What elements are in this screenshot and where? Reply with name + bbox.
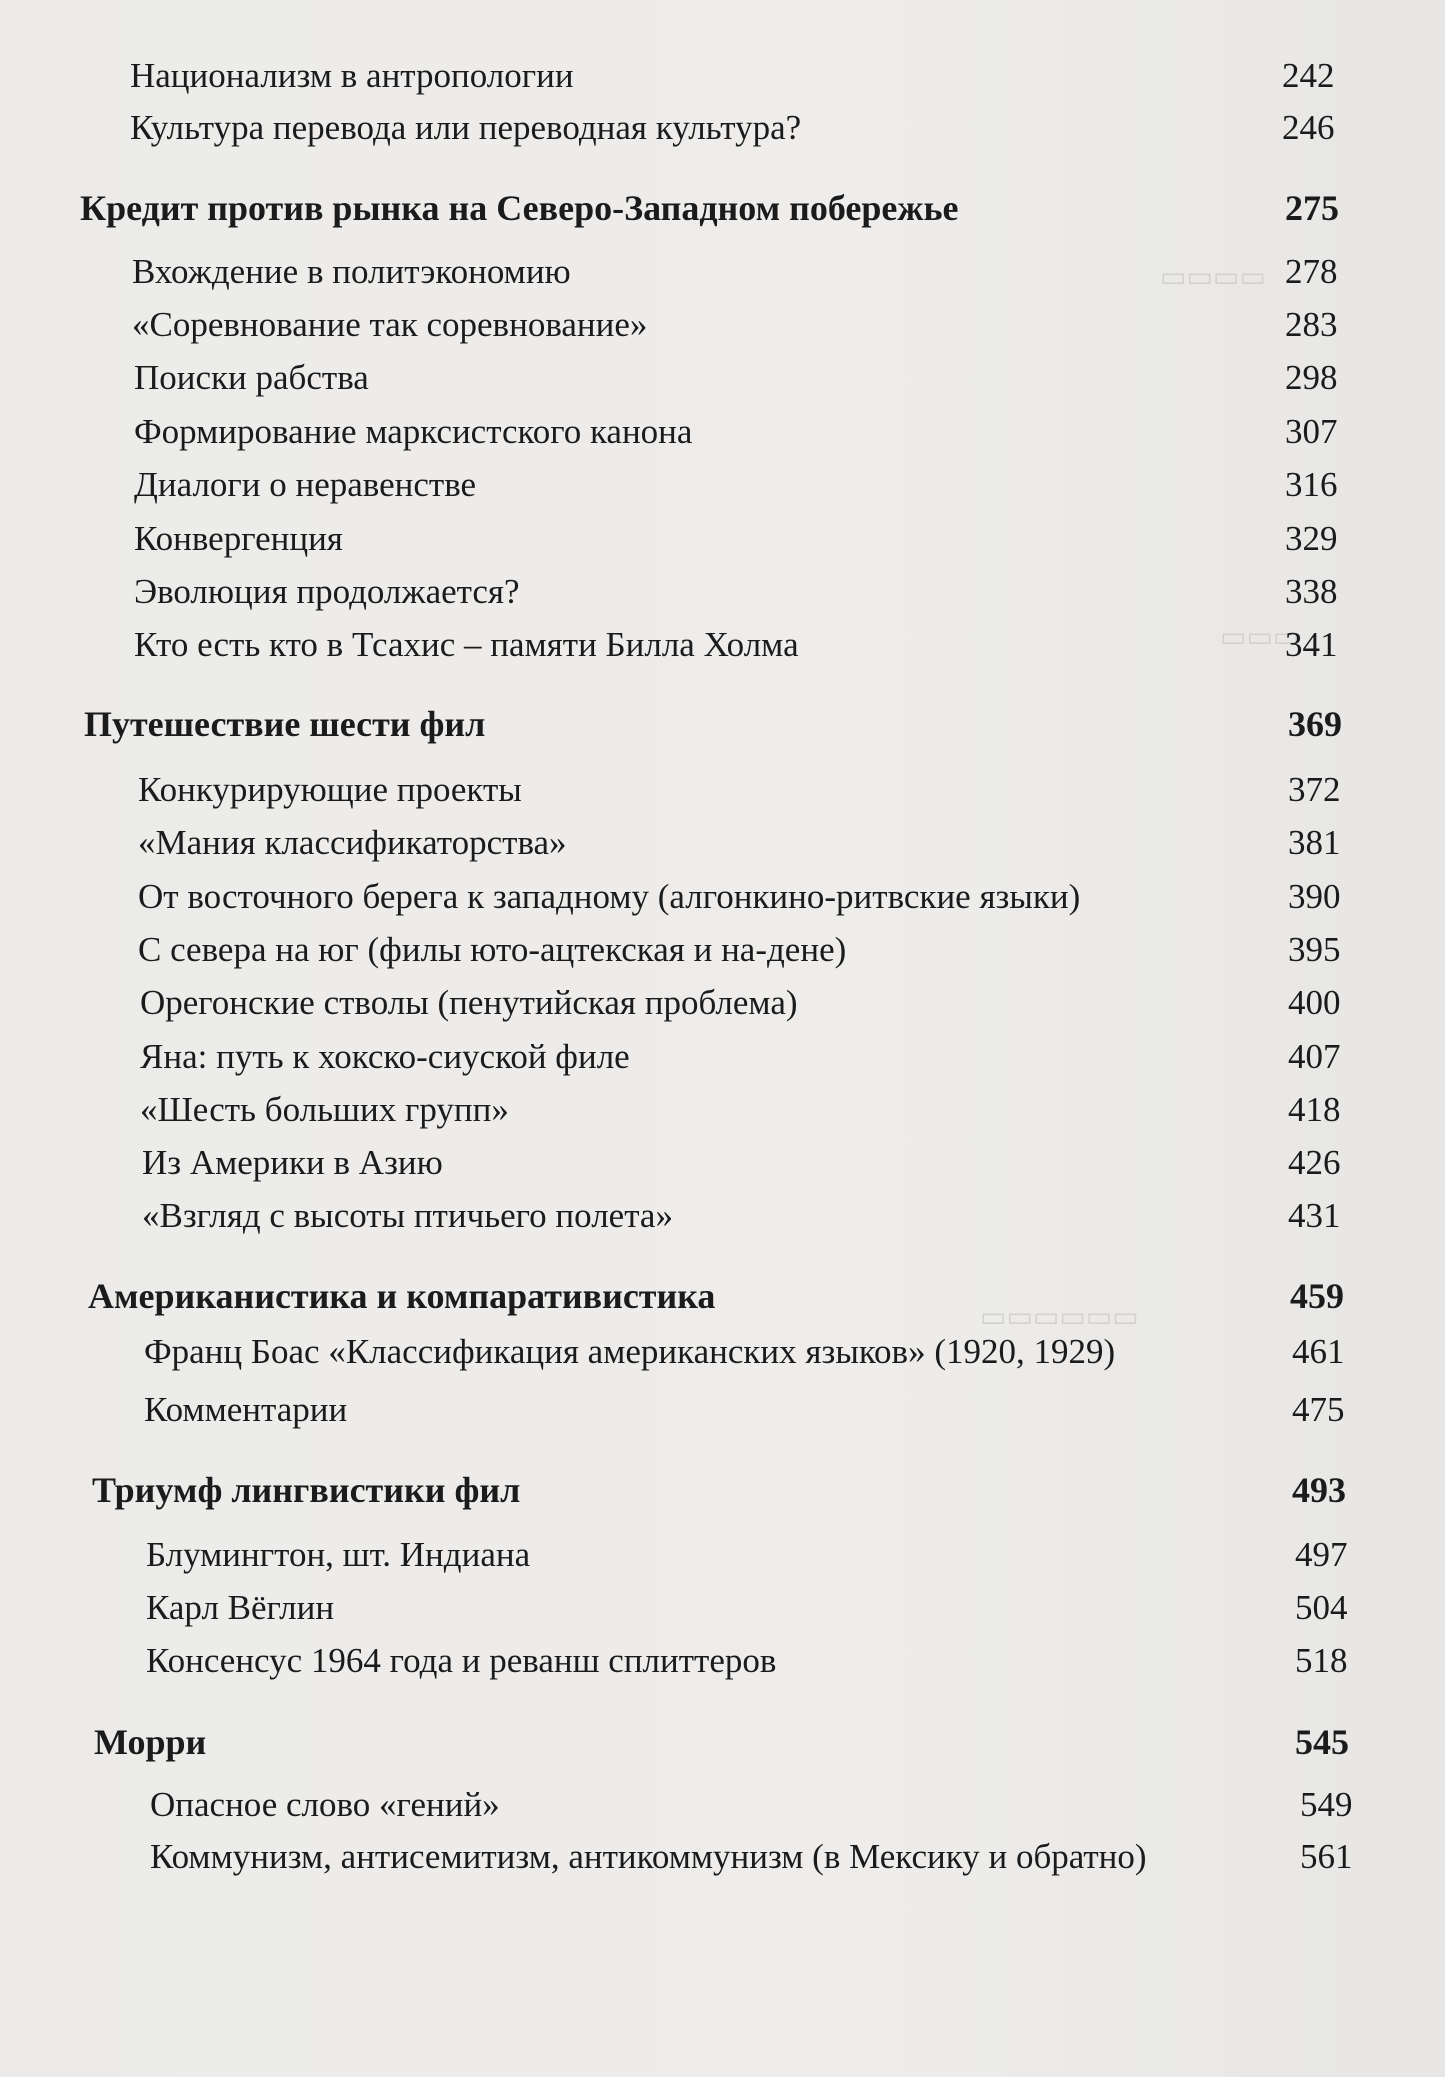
toc-entry-title: С севера на юг (филы юто-ацтекская и на-дене) — [138, 930, 847, 969]
toc-subsection-entry — [134, 567, 1405, 617]
toc-entry-page-number: 246 — [1282, 108, 1335, 147]
toc-entry-page-number: 369 — [1288, 704, 1342, 744]
toc-subsection-entry — [140, 1032, 1405, 1082]
toc-subsection-entry — [134, 620, 1405, 670]
toc-subsection-entry — [134, 460, 1405, 510]
toc-subsection-entry — [134, 514, 1405, 564]
toc-section-entry — [94, 1717, 1405, 1767]
toc-entry-title: Диалоги о неравенстве — [134, 465, 477, 504]
toc-entry-page-number: 431 — [1288, 1196, 1341, 1235]
toc-entry-page-number: 242 — [1282, 56, 1335, 95]
toc-subsection-entry — [150, 1780, 1405, 1830]
toc-entry-title: Франц Боас «Классификация американских языков» (1920, 1929) — [144, 1332, 1116, 1371]
toc-subsection-entry — [146, 1636, 1405, 1686]
toc-section-entry — [84, 699, 1405, 749]
toc-entry-page-number: 395 — [1288, 930, 1341, 969]
toc-entry-title: Культура перевода или переводная культура? — [130, 108, 802, 147]
toc-subsection-entry — [144, 1327, 1405, 1377]
toc-entry-page-number: 400 — [1288, 983, 1341, 1022]
toc-subsection-entry — [140, 978, 1405, 1028]
toc-entry-page-number: 307 — [1285, 412, 1338, 451]
toc-subsection-entry — [134, 353, 1405, 403]
toc-entry-title: Орегонские стволы (пенутийская проблема) — [140, 983, 798, 1022]
toc-subsection-entry — [138, 818, 1405, 868]
toc-entry-title: Морри — [94, 1722, 207, 1762]
toc-subsection-entry — [138, 765, 1405, 815]
toc-subsection-entry — [138, 925, 1405, 975]
toc-entry-title: Опасное слово «гений» — [150, 1785, 500, 1824]
toc-entry-title: Формирование марксистского канона — [134, 412, 693, 451]
toc-subsection-entry — [144, 1385, 1405, 1435]
toc-section-entry — [88, 1271, 1405, 1321]
toc-section-entry — [80, 183, 1405, 233]
toc-entry-page-number: 518 — [1295, 1641, 1348, 1680]
toc-entry-title: «Соревнование так соревнование» — [132, 305, 648, 344]
toc-entry-title: Конвергенция — [134, 519, 343, 558]
toc-entry-page-number: 418 — [1288, 1090, 1341, 1129]
toc-entry-title: Карл Вёглин — [146, 1588, 335, 1627]
toc-entry-title: Эволюция продолжается? — [134, 572, 520, 611]
toc-entry-title: От восточного берега к западному (алгонкино-ритвские языки) — [138, 877, 1081, 916]
toc-subsection-entry — [142, 1138, 1405, 1188]
toc-subsection-entry — [146, 1530, 1405, 1580]
toc-entry-title: Путешествие шести фил — [84, 704, 486, 744]
toc-entry-title: «Взгляд с высоты птичьего полета» — [142, 1196, 673, 1235]
toc-entry-page-number: 338 — [1285, 572, 1338, 611]
toc-entry-page-number: 316 — [1285, 465, 1338, 504]
toc-entry-page-number: 283 — [1285, 305, 1338, 344]
toc-entry-page-number: 497 — [1295, 1535, 1348, 1574]
toc-entry-title: Американистика и компаративистика — [88, 1276, 716, 1316]
toc-entry-title: «Мания классификаторства» — [138, 823, 567, 862]
toc-entry-page-number: 381 — [1288, 823, 1341, 862]
toc-entry-page-number: 461 — [1292, 1332, 1345, 1371]
toc-entry-page-number: 545 — [1295, 1722, 1349, 1762]
toc-entry-page-number: 459 — [1290, 1276, 1344, 1316]
toc-entry-title: Коммунизм, антисемитизм, антикоммунизм (в Мексику и обратно) — [150, 1837, 1147, 1876]
toc-entry-page-number: 561 — [1300, 1837, 1353, 1876]
toc-subsection-entry — [132, 247, 1405, 297]
toc-entry-title: Вхождение в политэкономию — [132, 252, 571, 291]
toc-entry-page-number: 275 — [1285, 188, 1339, 228]
toc-entry-title: Комментарии — [144, 1390, 348, 1429]
toc-entry-page-number: 549 — [1300, 1785, 1353, 1824]
toc-subsection-entry — [140, 1085, 1405, 1135]
show-through-marks: ▭▭▭▭ — [1160, 262, 1266, 293]
toc-entry-page-number: 390 — [1288, 877, 1341, 916]
toc-entry-title: Национализм в антропологии — [130, 56, 574, 95]
toc-entry-title: Из Америки в Азию — [142, 1143, 443, 1182]
toc-entry-page-number: 372 — [1288, 770, 1341, 809]
toc-subsection-entry — [150, 1832, 1405, 1882]
show-through-marks: ▭▭▭ — [1220, 622, 1300, 653]
toc-section-entry — [92, 1465, 1405, 1515]
toc-entry-title: Блумингтон, шт. Индиана — [146, 1535, 531, 1574]
toc-entry-page-number: 407 — [1288, 1037, 1341, 1076]
toc-entry-title: Триумф лингвистики фил — [92, 1470, 521, 1510]
toc-entry-title: Кредит против рынка на Северо-Западном побережье — [80, 188, 959, 228]
toc-subsection-entry — [130, 51, 1405, 101]
toc-entry-page-number: 493 — [1292, 1470, 1346, 1510]
toc-entry-page-number: 426 — [1288, 1143, 1341, 1182]
toc-entry-title: «Шесть больших групп» — [140, 1090, 509, 1129]
toc-entry-page-number: 329 — [1285, 519, 1338, 558]
toc-entry-page-number: 278 — [1285, 252, 1338, 291]
toc-entry-title: Консенсус 1964 года и реванш сплиттеров — [146, 1641, 777, 1680]
toc-entry-page-number: 475 — [1292, 1390, 1345, 1429]
toc-subsection-entry — [132, 300, 1405, 350]
toc-subsection-entry — [138, 872, 1405, 922]
toc-subsection-entry — [134, 407, 1405, 457]
toc-subsection-entry — [142, 1191, 1405, 1241]
toc-entry-title: Конкурирующие проекты — [138, 770, 522, 809]
toc-entry-page-number: 341 — [1285, 625, 1338, 664]
toc-entry-title: Яна: путь к хокско-сиуской филе — [140, 1037, 630, 1076]
show-through-marks: ▭▭▭▭▭▭ — [980, 1302, 1139, 1333]
toc-entry-title: Поиски рабства — [134, 358, 369, 397]
toc-entry-title: Кто есть кто в Тсахис – памяти Билла Холма — [134, 625, 799, 664]
toc-entry-page-number: 298 — [1285, 358, 1338, 397]
toc-subsection-entry — [146, 1583, 1405, 1633]
toc-subsection-entry — [130, 103, 1405, 153]
toc-entry-page-number: 504 — [1295, 1588, 1348, 1627]
